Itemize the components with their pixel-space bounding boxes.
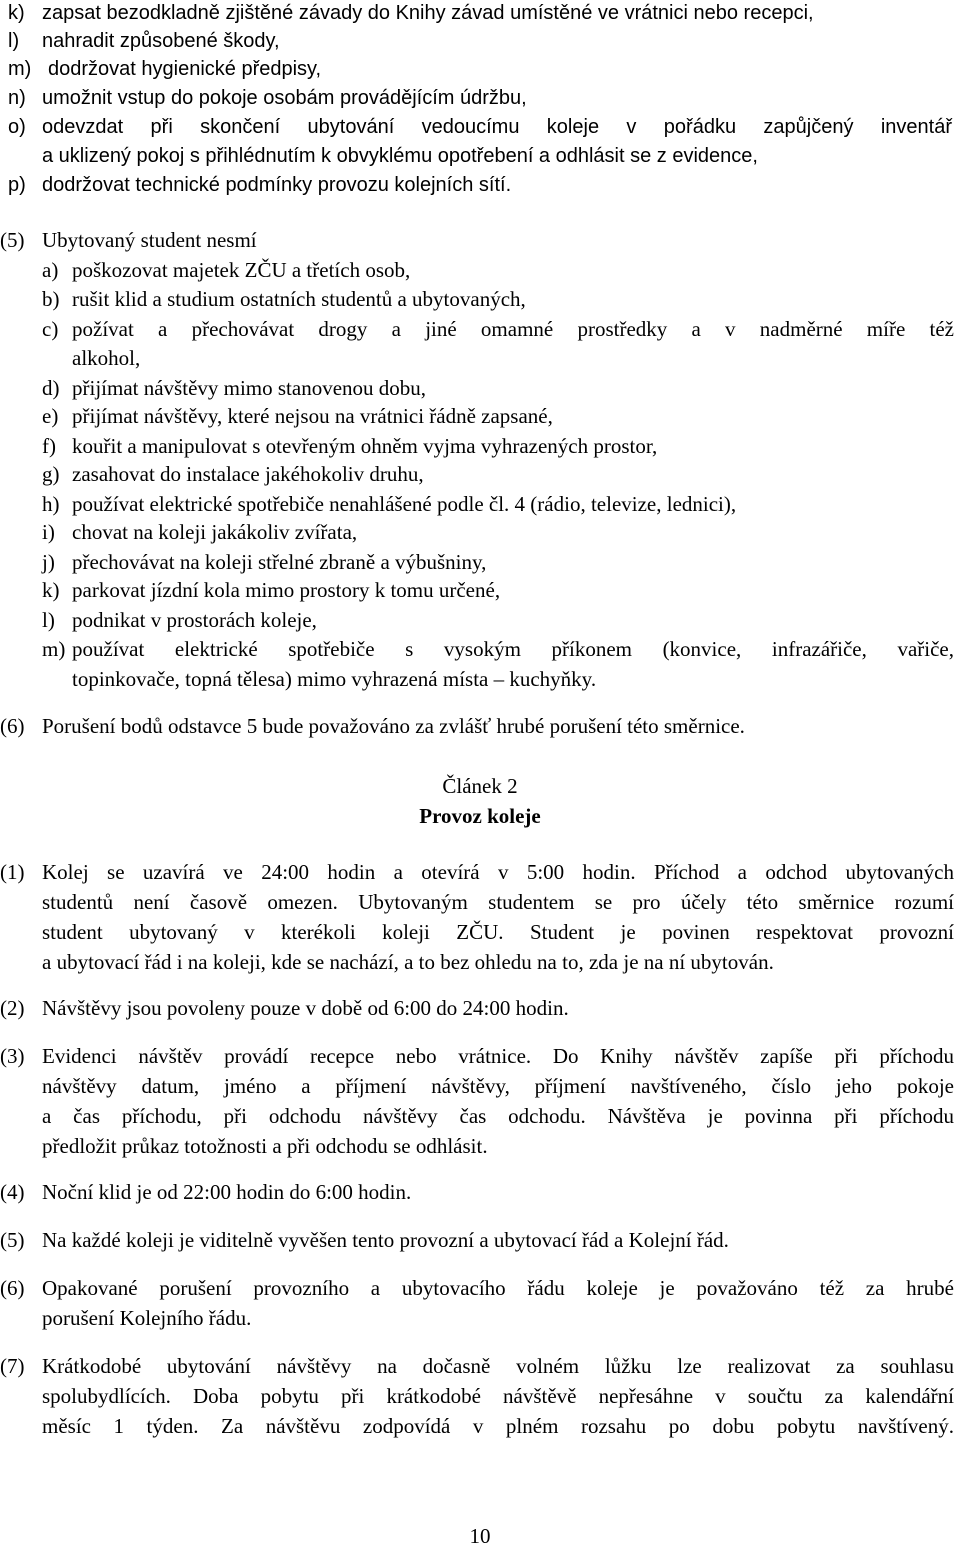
- list-item-label: d): [42, 376, 60, 400]
- list-item-label: a): [42, 258, 59, 282]
- paragraph-line: Návštěvy jsou povoleny pouze v době od 6:00 do 24:00 hodin.: [42, 996, 569, 1020]
- paragraph-line: Evidenci návštěv provádí recepce nebo vrátnice. Do Knihy návštěv zapíše při příchodu: [42, 1044, 954, 1068]
- list-item-text: přechovávat na koleji střelné zbraně a výbušniny,: [72, 550, 487, 574]
- list-item-text: přijímat návštěvy, které nejsou na vrátnici řádně zapsané,: [72, 404, 553, 428]
- paragraph-number: (4): [0, 1180, 25, 1204]
- list-item-text: požívat a přechovávat drogy a jiné omamné prostředky a v nadměrné míře též: [72, 317, 954, 341]
- list-item-label: l): [42, 608, 55, 632]
- list-item-label: k): [42, 578, 60, 602]
- list-item-text: odevzdat při skončení ubytování vedoucímu koleje v pořádku zapůjčený inventář: [42, 116, 952, 138]
- list-item-label: p): [8, 174, 26, 196]
- list-item-label: i): [42, 520, 55, 544]
- list-item-label: k): [8, 2, 25, 24]
- list-item-label: l): [8, 30, 20, 52]
- paragraph-line: předložit průkaz totožnosti a při odchodu se odhlásit.: [42, 1134, 488, 1158]
- paragraph-line: návštěvy datum, jméno a příjmení návštěvy, příjmení navštíveného, číslo jeho pokoje: [42, 1074, 954, 1098]
- list-item-label: b): [42, 287, 60, 311]
- list-item-label: c): [42, 317, 59, 341]
- list-item-text: přijímat návštěvy mimo stanovenou dobu,: [72, 376, 427, 400]
- list-item-text: umožnit vstup do pokoje osobám provádějícím údržbu,: [42, 87, 527, 109]
- paragraph-line: a ubytovací řád i na koleji, kde se nachází, a to bez ohledu na to, zda je na ní ubytován.: [42, 950, 774, 974]
- paragraph-line: Kolej se uzavírá ve 24:00 hodin a otevírá v 5:00 hodin. Příchod a odchod ubytovaných: [42, 860, 954, 884]
- list-item-text: kouřit a manipulovat s otevřeným ohněm vyjma vyhrazených prostor,: [72, 434, 658, 458]
- article-number: Článek 2: [442, 774, 518, 798]
- paragraph-number: (1): [0, 860, 25, 884]
- list-item-text: rušit klid a studium ostatních studentů a ubytovaných,: [72, 287, 526, 311]
- list-item-text: chovat na koleji jakákoliv zvířata,: [72, 520, 358, 544]
- paragraph-number: (7): [0, 1354, 25, 1378]
- paragraph-line: spolubydlících. Doba pobytu při krátkodobé návštěvě nepřesáhne v součtu za kalendářní: [42, 1384, 954, 1408]
- article-title: Provoz koleje: [419, 804, 541, 828]
- section-number: (5): [0, 228, 25, 252]
- list-item-text: nahradit způsobené škody,: [42, 30, 280, 52]
- paragraph-number: (5): [0, 1228, 25, 1252]
- list-item-label: o): [8, 116, 26, 138]
- paragraph-line: studentů není časově omezen. Ubytovaným studentem se pro účely této směrnice rozumí: [42, 890, 954, 914]
- paragraph-line: Na každé koleji je viditelně vyvěšen tento provozní a ubytovací řád a Kolejní řád.: [42, 1228, 729, 1252]
- paragraph-line: Opakované porušení provozního a ubytovacího řádu koleje je považováno též za hrubé: [42, 1276, 954, 1300]
- list-item-text: zapsat bezodkladně zjištěné závady do Knihy závad umístěné ve vrátnici nebo recepci,: [42, 2, 814, 24]
- list-item-text: podnikat v prostorách koleje,: [72, 608, 317, 632]
- list-item-text: a uklizený pokoj s přihlédnutím k obvyklému opotřebení a odhlásit se z evidence,: [42, 145, 758, 167]
- paragraph-line: Krátkodobé ubytování návštěvy na dočasně volném lůžku lze realizovat za souhlasu: [42, 1354, 954, 1378]
- list-item-label: n): [8, 87, 26, 109]
- list-item-text: používat elektrické spotřebiče s vysokým příkonem (konvice, infrazářiče, vařiče,: [72, 637, 954, 661]
- list-item-label: f): [42, 434, 56, 458]
- paragraph-number: (3): [0, 1044, 25, 1068]
- list-item-label: j): [42, 550, 55, 574]
- paragraph-line: student ubytovaný v kterékoli koleji ZČU. Student je povinen respektovat provozní: [42, 920, 954, 944]
- paragraph-number: (6): [0, 1276, 25, 1300]
- paragraph-line: a čas příchodu, při odchodu návštěvy čas odchodu. Návštěva je povinna při příchodu: [42, 1104, 954, 1128]
- list-item-text: poškozovat majetek ZČU a třetích osob,: [72, 258, 411, 282]
- section-heading: Ubytovaný student nesmí: [42, 228, 257, 252]
- list-item-text: alkohol,: [72, 346, 141, 370]
- list-item-text: parkovat jízdní kola mimo prostory k tomu určené,: [72, 578, 501, 602]
- paragraph-number: (2): [0, 996, 25, 1020]
- list-item-label: m): [42, 637, 66, 661]
- section-number: (6): [0, 714, 25, 738]
- page-number: 10: [469, 1524, 491, 1548]
- list-item-label: h): [42, 492, 60, 516]
- section-text: Porušení bodů odstavce 5 bude považováno za zvlášť hrubé porušení této směrnice.: [42, 714, 745, 738]
- paragraph-line: porušení Kolejního řádu.: [42, 1306, 252, 1330]
- list-item-text: dodržovat technické podmínky provozu kolejních sítí.: [42, 174, 512, 196]
- list-item-label: g): [42, 462, 60, 486]
- list-item-text: zasahovat do instalace jakéhokoliv druhu,: [72, 462, 424, 486]
- list-item-text: používat elektrické spotřebiče nenahlášené podle čl. 4 (rádio, televize, lednici),: [72, 492, 737, 516]
- paragraph-line: Noční klid je od 22:00 hodin do 6:00 hodin.: [42, 1180, 412, 1204]
- list-item-text: dodržovat hygienické předpisy,: [48, 58, 322, 80]
- list-item-text: topinkovače, topná tělesa) mimo vyhrazená místa – kuchyňky.: [72, 667, 597, 691]
- list-item-label: e): [42, 404, 59, 428]
- paragraph-line: měsíc 1 týden. Za návštěvu zodpovídá v plném rozsahu po dobu pobytu navštívený.: [42, 1414, 954, 1438]
- list-item-label: m): [8, 58, 32, 80]
